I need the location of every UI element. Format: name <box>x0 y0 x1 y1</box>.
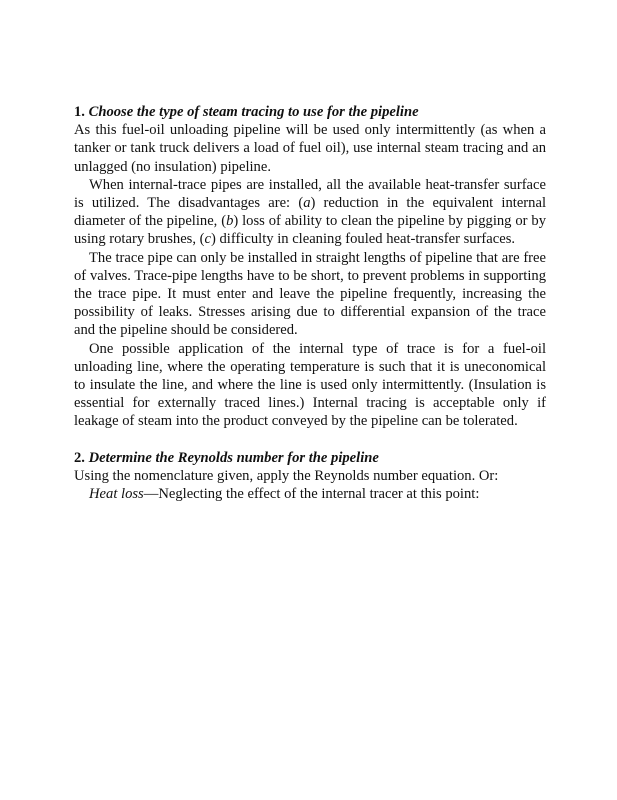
section-1-heading <box>74 103 546 121</box>
document-page <box>74 103 546 503</box>
section-2-number: 2. <box>74 449 85 466</box>
heat-loss-text: —Neglecting the effect of the internal tracer at this point: <box>143 486 480 503</box>
section-spacer <box>74 431 546 449</box>
section-2-heading <box>74 449 546 467</box>
section-1-paragraph-4: One possible application of the internal type of trace is for a fuel-oil unloading line, where the operating temperature is such that it is uneconomical to insulate the line, and where the line is used only intermittently. (Insulation is essential for externally traced lines.) Internal tracing is acceptable only if leakage of steam into the product conveyed by the pipeline can be tolerated. <box>74 340 546 430</box>
section-2-paragraph-1: Using the nomenclature given, apply the Reynolds number equation. Or: <box>74 467 499 484</box>
p2-text-1: When internal-trace pipes are installed, all the available heat-transfer surface is utilized. The disadvantages are: ( <box>74 176 546 212</box>
section-2-paragraph-2 <box>74 485 546 503</box>
heat-loss-label: Heat loss <box>89 486 144 503</box>
p2-text-3: ) loss of ability to clean the pipeline by pigging or by using rotary brushes, ( <box>74 213 546 248</box>
p2-text-4: ) difficulty in cleaning fouled heat-transfer surfaces. <box>211 231 516 248</box>
section-1-title: Choose the type of steam tracing to use for the pipeline <box>88 104 419 120</box>
section-1-number: 1. <box>74 104 85 120</box>
section-1-paragraph-1: As this fuel-oil unloading pipeline will be used only intermittently (as when a tanker or tank truck delivers a load of fuel oil), use internal steam tracing and an unlagged (no insulation) pipeline. <box>74 122 546 175</box>
section-2-title: Determine the Reynolds number for the pipeline <box>88 449 379 466</box>
p2-item-b: b <box>226 213 234 230</box>
section-1-paragraph-2 <box>74 176 546 249</box>
p2-item-c: c <box>204 231 211 248</box>
p2-text-2: ) reduction in the equivalent internal diameter of the pipeline, ( <box>74 195 546 230</box>
p2-item-a: a <box>303 195 311 212</box>
section-1-paragraph-3: The trace pipe can only be installed in straight lengths of pipeline that are free of valves. Trace-pipe lengths have to be short, to prevent problems in supporting the trace pipe. It must enter and leave the pipeline frequently, increasing the possibility of leaks. Stresses arising due to differential expansion of the trace and the pipeline should be considered. <box>74 249 546 339</box>
